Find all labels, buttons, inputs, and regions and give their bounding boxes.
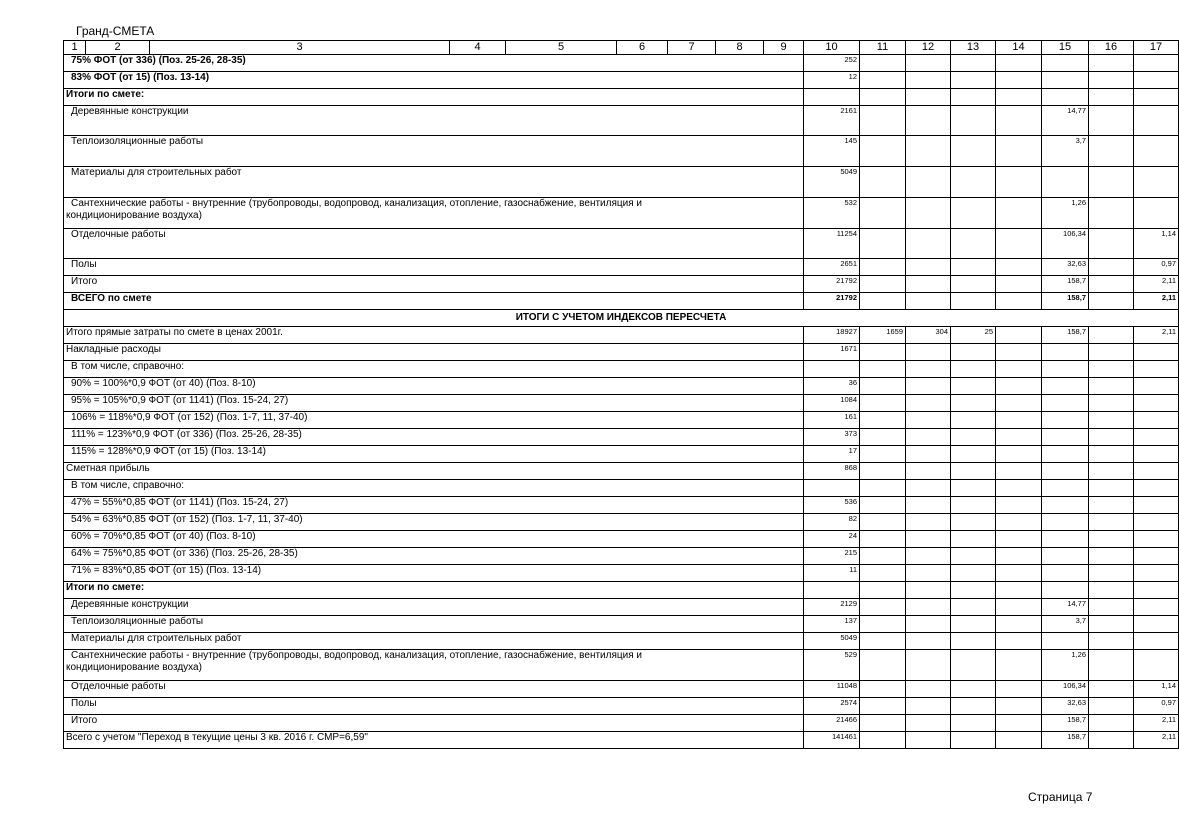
table-row [64, 344, 1179, 361]
cell-col10: 868 [804, 463, 860, 480]
table-row [64, 378, 1179, 395]
row-description: Материалы для строительных работ [64, 633, 804, 650]
table-row [64, 480, 1179, 497]
section-heading: Итоги по смете: [64, 582, 804, 599]
table-row [64, 361, 1179, 378]
section-heading-row [64, 89, 1179, 106]
cell-col10: 24 [804, 531, 860, 548]
table-row [64, 514, 1179, 531]
table-row [64, 106, 1179, 136]
cell-col10: 141461 [804, 732, 860, 749]
column-number: 5 [506, 41, 617, 55]
table-row [64, 276, 1179, 293]
table-row [64, 616, 1179, 633]
row-description: 47% = 55%*0,85 ФОТ (от 1141) (Поз. 15-24, 27) [64, 497, 804, 514]
table-row [64, 412, 1179, 429]
row-description: В том числе, справочно: [64, 480, 804, 497]
table-row [64, 698, 1179, 715]
row-description-line2: кондиционирование воздуха) [66, 662, 202, 673]
table-row [64, 548, 1179, 565]
cell-col17: 2,11 [1134, 327, 1179, 344]
table-row [64, 259, 1179, 276]
cell-col15: 32,63 [1042, 698, 1089, 715]
cell-col10: 21792 [804, 276, 860, 293]
cell-col10: 17 [804, 446, 860, 463]
estimate-table [63, 40, 1179, 749]
cell-col17: 2,11 [1134, 293, 1179, 310]
cell-col10: 161 [804, 412, 860, 429]
cell-col10: 1671 [804, 344, 860, 361]
table-row [64, 681, 1179, 698]
row-description: Итого прямые затраты по смете в ценах 2001г. [64, 327, 804, 344]
table-row [64, 565, 1179, 582]
row-description: Отделочные работы [64, 229, 804, 259]
row-description: Полы [64, 259, 804, 276]
cell-col15: 158,7 [1042, 276, 1089, 293]
row-description [64, 650, 804, 681]
column-number: 3 [150, 41, 450, 55]
row-description-line2: кондиционирование воздуха) [66, 210, 202, 221]
cell-col15: 14,77 [1042, 599, 1089, 616]
row-description: 83% ФОТ (от 15) (Поз. 13-14) [64, 72, 804, 89]
row-description-line1: Сантехнические работы - внутренние (трубопроводы, водопровод, канализация, отопление, газоснабжение, вентиляция и [71, 650, 642, 661]
cell-col10: 5049 [804, 167, 860, 198]
row-description: Всего с учетом "Переход в текущие цены 3 кв. 2016 г. СМР=6,59" [64, 732, 804, 749]
cell-col10: 2574 [804, 698, 860, 715]
cell-col10: 21792 [804, 293, 860, 310]
row-description [64, 198, 804, 229]
table-row [64, 650, 1179, 681]
cell-col15: 158,7 [1042, 327, 1089, 344]
table-row [64, 167, 1179, 198]
row-description: Деревянные конструкции [64, 599, 804, 616]
cell-col13: 25 [951, 327, 996, 344]
row-description: ВСЕГО по смете [64, 293, 804, 310]
row-description: 64% = 75%*0,85 ФОТ (от 336) (Поз. 25-26, 28-35) [64, 548, 804, 565]
table-row [64, 446, 1179, 463]
column-number: 8 [716, 41, 764, 55]
table-row [64, 497, 1179, 514]
column-number: 12 [906, 41, 951, 55]
page-number: Страница 7 [1028, 790, 1093, 804]
table-row [64, 531, 1179, 548]
row-description: Полы [64, 698, 804, 715]
row-description: 54% = 63%*0,85 ФОТ (от 152) (Поз. 1-7, 11, 37-40) [64, 514, 804, 531]
cell-col10: 82 [804, 514, 860, 531]
row-description: 75% ФОТ (от 336) (Поз. 25-26, 28-35) [64, 55, 804, 72]
row-description: Сметная прибыль [64, 463, 804, 480]
column-number: 6 [617, 41, 668, 55]
cell-col10: 215 [804, 548, 860, 565]
cell-col17: 1,14 [1134, 681, 1179, 698]
row-description: В том числе, справочно: [64, 361, 804, 378]
column-number: 1 [64, 41, 86, 55]
column-number: 15 [1042, 41, 1089, 55]
cell-col10: 2161 [804, 106, 860, 136]
row-description: 90% = 100%*0,9 ФОТ (от 40) (Поз. 8-10) [64, 378, 804, 395]
cell-col15: 1,26 [1042, 198, 1089, 229]
row-description: Накладные расходы [64, 344, 804, 361]
table-row [64, 327, 1179, 344]
app-title: Гранд-СМЕТА [76, 24, 155, 38]
cell-col10: 137 [804, 616, 860, 633]
cell-col10: 373 [804, 429, 860, 446]
cell-col10: 2129 [804, 599, 860, 616]
cell-col10: 1084 [804, 395, 860, 412]
cell-col15: 158,7 [1042, 293, 1089, 310]
column-number: 14 [996, 41, 1042, 55]
cell-col15: 14,77 [1042, 106, 1089, 136]
cell-col10: 11254 [804, 229, 860, 259]
cell-col15: 32,63 [1042, 259, 1089, 276]
table-row [64, 72, 1179, 89]
table-row [64, 732, 1179, 749]
table-row [64, 633, 1179, 650]
section-title: ИТОГИ С УЧЕТОМ ИНДЕКСОВ ПЕРЕСЧЕТА [64, 310, 1179, 327]
column-number: 11 [860, 41, 906, 55]
row-description: Итого [64, 276, 804, 293]
row-description: Отделочные работы [64, 681, 804, 698]
grand-total-row [64, 293, 1179, 310]
table-row [64, 395, 1179, 412]
row-description: 60% = 70%*0,85 ФОТ (от 40) (Поз. 8-10) [64, 531, 804, 548]
section-heading-row [64, 582, 1179, 599]
row-description: 106% = 118%*0,9 ФОТ (от 152) (Поз. 1-7, 11, 37-40) [64, 412, 804, 429]
column-number: 17 [1134, 41, 1179, 55]
cell-col10: 11 [804, 565, 860, 582]
table-row [64, 463, 1179, 480]
table-row [64, 599, 1179, 616]
table-row [64, 198, 1179, 229]
column-number-header [64, 41, 1179, 55]
column-number: 2 [86, 41, 150, 55]
cell-col15: 158,7 [1042, 732, 1089, 749]
table-row [64, 136, 1179, 167]
column-number: 10 [804, 41, 860, 55]
section-heading: Итоги по смете: [64, 89, 804, 106]
section-title-row [64, 310, 1179, 327]
row-description: 95% = 105%*0,9 ФОТ (от 1141) (Поз. 15-24, 27) [64, 395, 804, 412]
cell-col15: 158,7 [1042, 715, 1089, 732]
cell-col10: 536 [804, 497, 860, 514]
row-description: Теплоизоляционные работы [64, 136, 804, 167]
cell-col12: 304 [906, 327, 951, 344]
row-description: Итого [64, 715, 804, 732]
table-row [64, 55, 1179, 72]
cell-col17: 2,11 [1134, 732, 1179, 749]
column-number: 9 [764, 41, 804, 55]
cell-col15: 3,7 [1042, 616, 1089, 633]
cell-col10: 11048 [804, 681, 860, 698]
column-number: 4 [450, 41, 506, 55]
cell-col11: 1659 [860, 327, 906, 344]
cell-col10: 145 [804, 136, 860, 167]
row-description: 115% = 128%*0,9 ФОТ (от 15) (Поз. 13-14) [64, 446, 804, 463]
table-row [64, 229, 1179, 259]
cell-col15: 106,34 [1042, 229, 1089, 259]
cell-col10: 529 [804, 650, 860, 681]
cell-col10: 2651 [804, 259, 860, 276]
row-description: 111% = 123%*0,9 ФОТ (от 336) (Поз. 25-26, 28-35) [64, 429, 804, 446]
column-number: 7 [668, 41, 716, 55]
cell-col17: 0,97 [1134, 259, 1179, 276]
row-description: 71% = 83%*0,85 ФОТ (от 15) (Поз. 13-14) [64, 565, 804, 582]
column-number: 13 [951, 41, 996, 55]
cell-col17: 1,14 [1134, 229, 1179, 259]
row-description: Теплоизоляционные работы [64, 616, 804, 633]
cell-col10: 21466 [804, 715, 860, 732]
table-row [64, 429, 1179, 446]
cell-col15: 106,34 [1042, 681, 1089, 698]
table-row [64, 715, 1179, 732]
row-description-line1: Сантехнические работы - внутренние (трубопроводы, водопровод, канализация, отопление, газоснабжение, вентиляция и [71, 198, 642, 209]
cell-col10: 36 [804, 378, 860, 395]
cell-col17: 2,11 [1134, 715, 1179, 732]
row-description: Деревянные конструкции [64, 106, 804, 136]
column-number: 16 [1089, 41, 1134, 55]
cell-col15: 3,7 [1042, 136, 1089, 167]
row-description: Материалы для строительных работ [64, 167, 804, 198]
cell-col10: 12 [804, 72, 860, 89]
cell-col17: 0,97 [1134, 698, 1179, 715]
cell-col10: 532 [804, 198, 860, 229]
cell-col10: 18927 [804, 327, 860, 344]
cell-col10: 252 [804, 55, 860, 72]
cell-col15: 1,26 [1042, 650, 1089, 681]
cell-col17: 2,11 [1134, 276, 1179, 293]
cell-col10: 5049 [804, 633, 860, 650]
